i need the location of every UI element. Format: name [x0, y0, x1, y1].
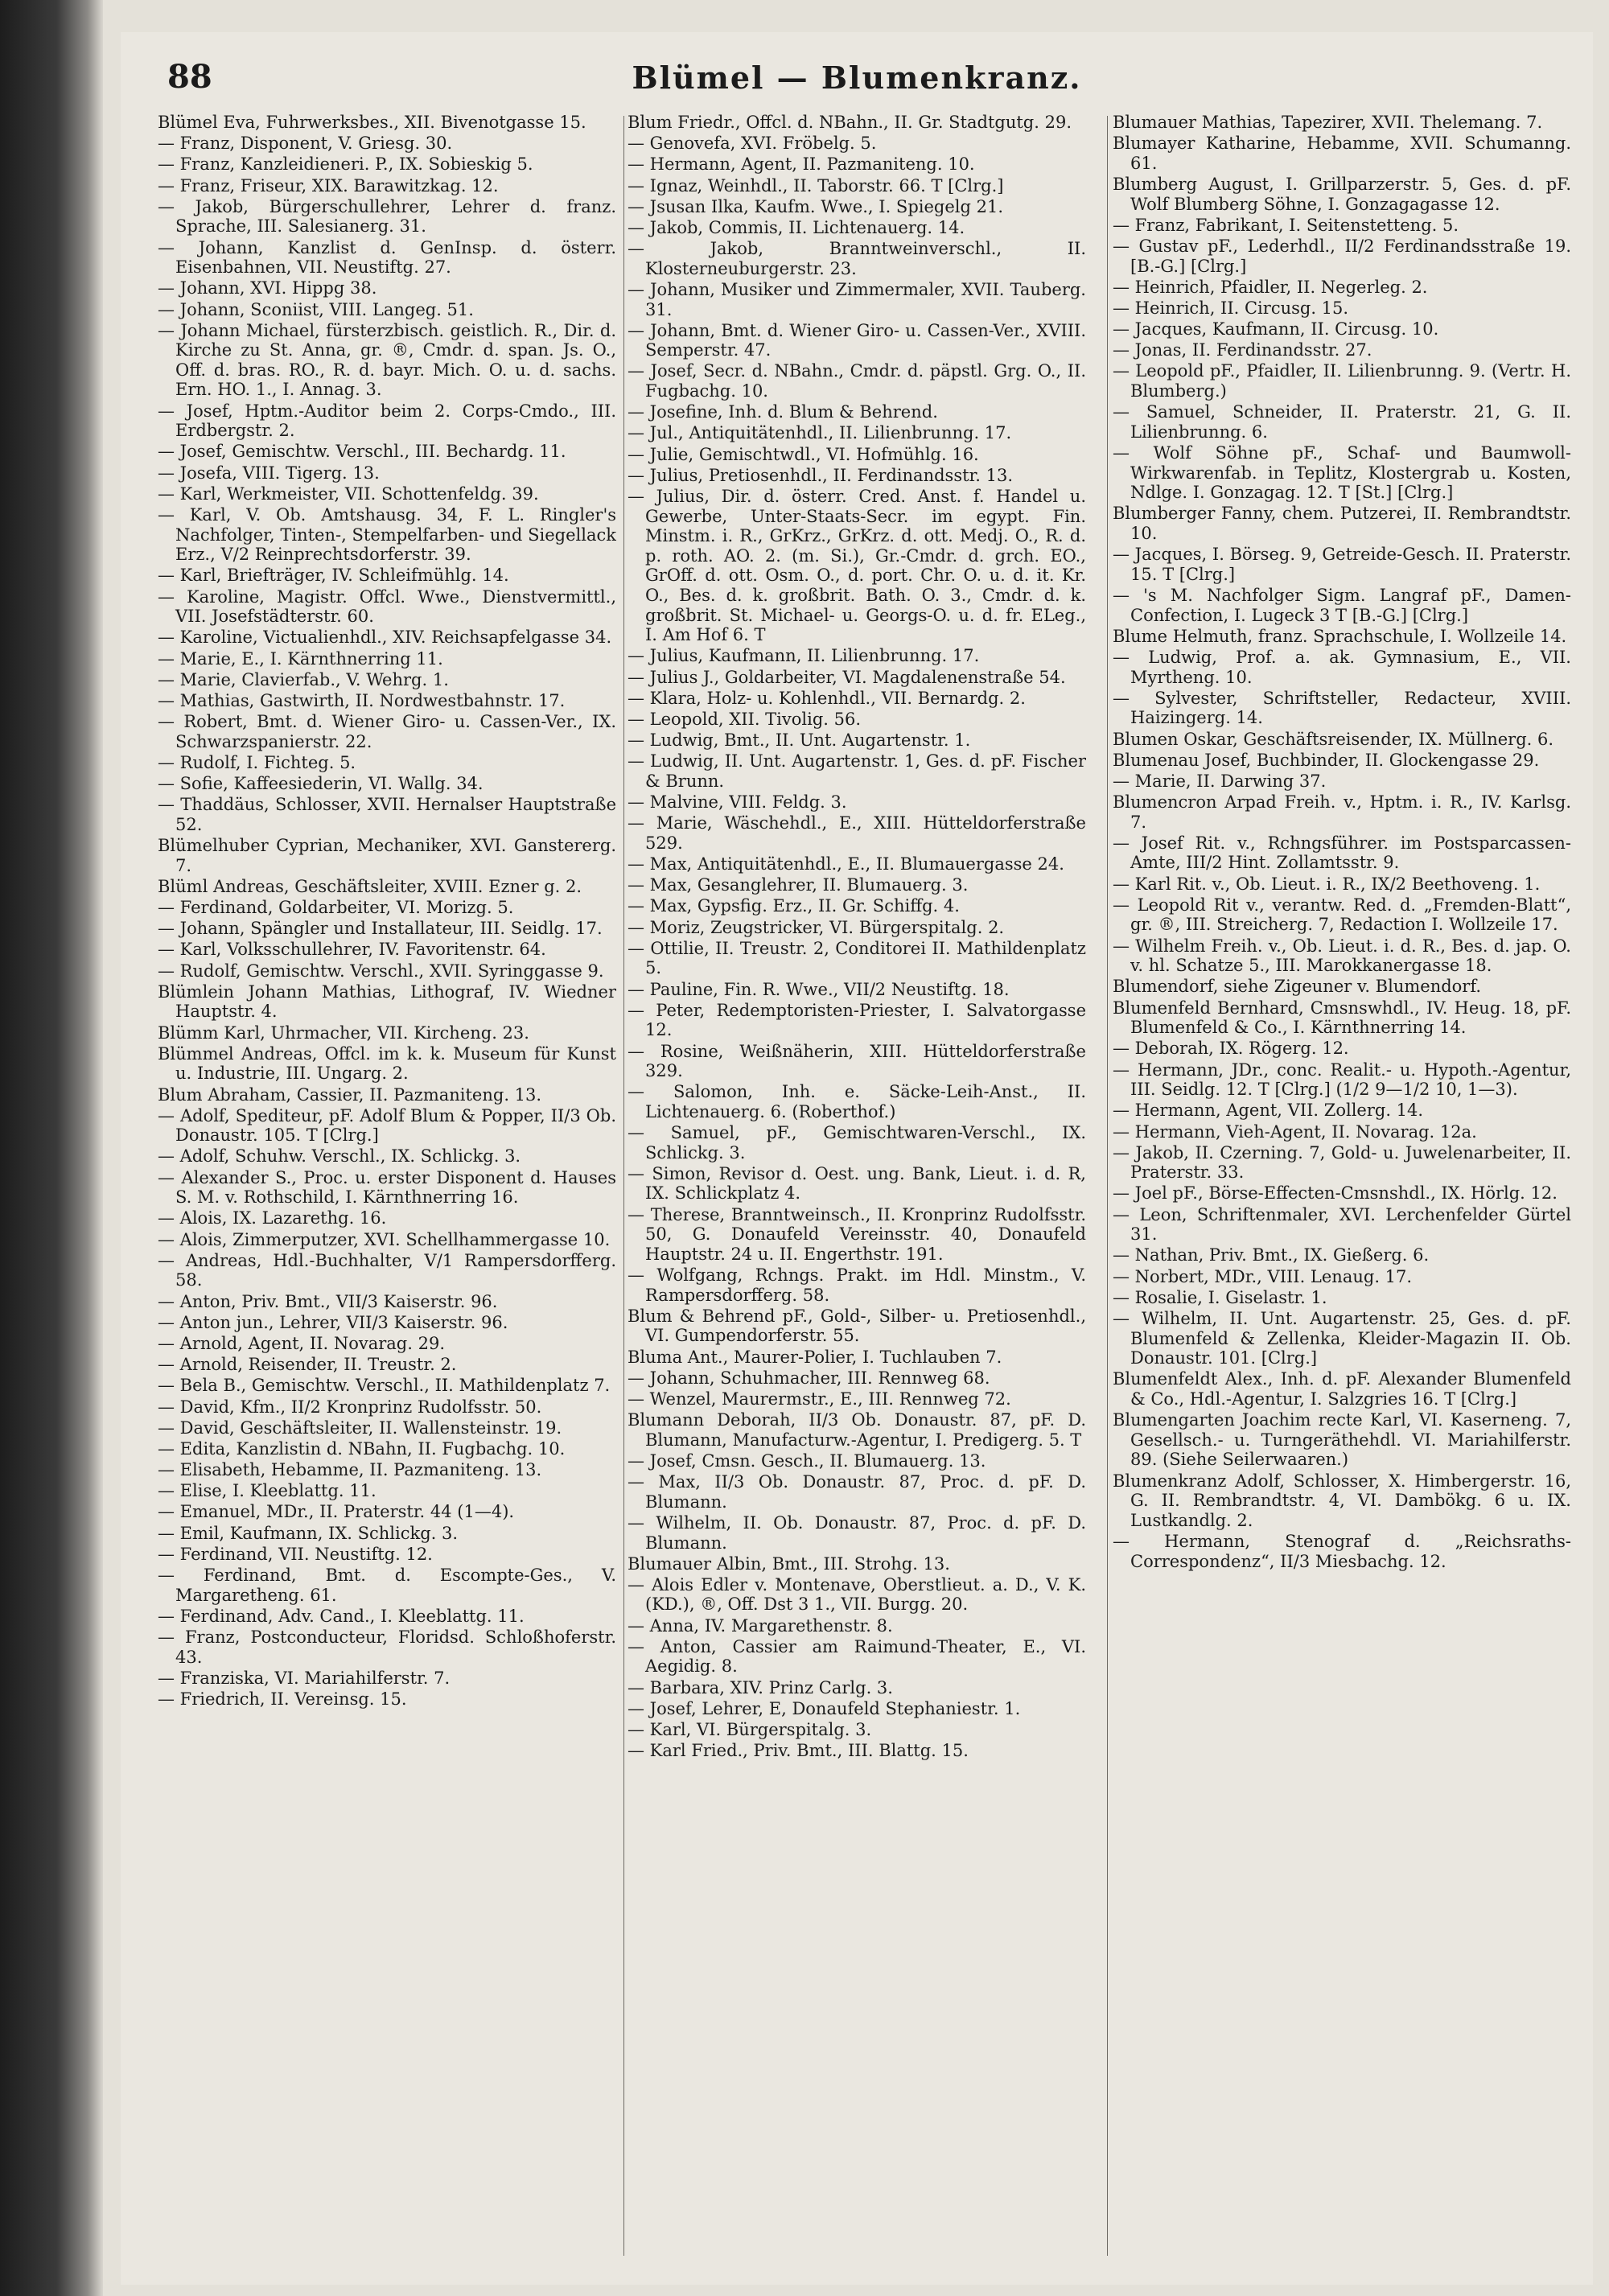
- directory-entry: — Salomon, Inh. e. Säcke-Leih-Anst., II. Lichtenauerg. 6. (Roberthof.): [628, 1082, 1086, 1121]
- book-gutter-shadow: [0, 0, 103, 2296]
- directory-entry: — Max, Antiquitätenhdl., E., II. Blumauergasse 24.: [628, 854, 1064, 874]
- directory-entry: — Julius J., Goldarbeiter, VI. Magdalenenstraße 54.: [628, 667, 1066, 687]
- directory-entry: — Alois, IX. Lazarethg. 16.: [158, 1208, 387, 1228]
- directory-entry: Blüml Andreas, Geschäftsleiter, XVIII. Ezner g. 2.: [158, 876, 582, 896]
- directory-entry: — Marie, E., I. Kärnthnerring 11.: [158, 648, 443, 669]
- directory-entry: — Leopold, XII. Tivolig. 56.: [628, 709, 862, 729]
- directory-entry: — Samuel, pF., Gemischtwaren-Verschl., IX. Schlickg. 3.: [628, 1123, 1086, 1162]
- column-1: [158, 113, 616, 2269]
- directory-entry: — Elise, I. Kleeblattg. 11.: [158, 1481, 377, 1501]
- directory-entry: — Wilhelm, II. Ob. Donaustr. 87, Proc. d. pF. D. Blumann.: [628, 1512, 1086, 1553]
- directory-entry: — Emil, Kaufmann, IX. Schlickg. 3.: [158, 1523, 459, 1543]
- directory-entry: — Leon, Schriftenmaler, XVI. Lerchenfelder Gürtel 31.: [1113, 1204, 1571, 1245]
- directory-entry: — Johann, Sconiist, VIII. Langeg. 51.: [158, 299, 474, 319]
- directory-entry: — Friedrich, II. Vereinsg. 15.: [158, 1689, 407, 1709]
- directory-entry: — Julie, Gemischtwdl., VI. Hofmühlg. 16.: [628, 444, 979, 464]
- directory-entry: — Therese, Branntweinsch., II. Kronprinz Rudolfsstr. 50, G. Donaufeld Vereinsstr. 40, Donaufeld Hauptstr. 24 u. II. Engerthstr. 191.: [628, 1204, 1086, 1264]
- directory-entry: — Rosine, Weißnäherin, XIII. Hütteldorferstraße 329.: [628, 1041, 1086, 1081]
- directory-entry: — Josef, Secr. d. NBahn., Cmdr. d. päpstl. Grg. O., II. Fugbachg. 10.: [628, 361, 1086, 401]
- directory-entry: — Karl, VI. Bürgerspitalg. 3.: [628, 1720, 872, 1739]
- directory-entry: — Andreas, Hdl.-Buchhalter, V/1 Rampersdorfferg. 58.: [158, 1250, 616, 1290]
- directory-entry: — Wilhelm, II. Unt. Augartenstr. 25, Ges. d. pF. Blumenfeld & Zellenka, Kleider-Magazin II. Ob. Donaustr. 101. [Clrg.]: [1113, 1309, 1571, 1368]
- directory-entry: — Ludwig, Bmt., II. Unt. Augartenstr. 1.: [628, 730, 971, 751]
- directory-entry: Blumendorf, siehe Zigeuner v. Blumendorf.: [1113, 977, 1482, 997]
- directory-entry: Blümelhuber Cyprian, Mechaniker, XVI. Ganstererg. 7.: [158, 836, 616, 875]
- page-number: 88: [167, 58, 212, 96]
- directory-entry: — Hermann, Vieh-Agent, II. Novarag. 12a.: [1113, 1121, 1477, 1142]
- directory-entry: — Franz, Postconducteur, Floridsd. Schloßhoferstr. 43.: [158, 1627, 616, 1667]
- directory-entry: Bluma Ant., Maurer-Polier, I. Tuchlauben 7.: [628, 1347, 1002, 1367]
- column-divider: [1107, 116, 1108, 2256]
- directory-entry: — Karl, Volksschullehrer, IV. Favoritenstr. 64.: [158, 940, 546, 960]
- directory-entry: Blümlein Johann Mathias, Lithograf, IV. Wiedner Hauptstr. 4.: [158, 981, 616, 1022]
- directory-entry: — Max, Gesanglehrer, II. Blumauerg. 3.: [628, 875, 969, 895]
- directory-entry: Blumenfeldt Alex., Inh. d. pF. Alexander Blumenfeld & Co., Hdl.-Agentur, I. Salzgries 16. T [Clrg.]: [1113, 1369, 1571, 1409]
- directory-entry: — Jacques, Kaufmann, II. Circusg. 10.: [1113, 319, 1439, 339]
- directory-entry: — Johann, Bmt. d. Wiener Giro- u. Cassen-Ver., XVIII. Semperstr. 47.: [628, 320, 1086, 360]
- directory-entry: — Franziska, VI. Mariahilferstr. 7.: [158, 1668, 451, 1688]
- directory-entry: — Simon, Revisor d. Oest. ung. Bank, Lieut. i. d. R, IX. Schlickplatz 4.: [628, 1163, 1086, 1204]
- directory-entry: Blum Abraham, Cassier, II. Pazmaniteng. 13.: [158, 1084, 542, 1105]
- directory-entry: — Mathias, Gastwirth, II. Nordwestbahnstr. 17.: [158, 690, 566, 710]
- directory-entry: — Samuel, Schneider, II. Praterstr. 21, G. II. Lilienbrunng. 6.: [1113, 402, 1571, 442]
- directory-entry: — Karl, Briefträger, IV. Schleifmühlg. 14.: [158, 566, 509, 586]
- directory-entry: — Sylvester, Schriftsteller, Redacteur, XVIII. Haizingerg. 14.: [1113, 688, 1571, 728]
- running-title: Blümel — Blumenkranz.: [632, 60, 1082, 96]
- directory-entry: — Julius, Dir. d. österr. Cred. Anst. f. Handel u. Gewerbe, Unter-Staats-Secr. im egypt. Fin. Minstm. i. R., GrKrz., GrKrz. d. ott. Medj. O., R. d. p. roth. AO. 2. (m. Si.), Gr.-Cmdr. d. grch. EO., GrOff. d. ott. Osm. O., d. port. Chr. O. u. d. it. Kr. O., Bes. d. k. großbrit. Bath. O. 3., Cmdr. d. k. großbrit. St. Michael- u. Georgs-O. u. d. fr. ELeg., I. Am Hof 6. T: [628, 487, 1086, 645]
- directory-entry: — Rudolf, I. Fichteg. 5.: [158, 752, 356, 772]
- directory-entry: — 's M. Nachfolger Sigm. Langraf pF., Damen-Confection, I. Lugeck 3 T [B.-G.] [Clrg.]: [1113, 585, 1571, 625]
- directory-entry: — Ottilie, II. Treustr. 2, Conditorei II. Mathildenplatz 5.: [628, 938, 1086, 978]
- directory-entry: — Franz, Friseur, XIX. Barawitzkag. 12.: [158, 175, 499, 195]
- directory-entry: — Genovefa, XVI. Fröbelg. 5.: [628, 134, 877, 154]
- directory-entry: — Wolf Söhne pF., Schaf- und Baumwoll-Wirkwarenfab. in Teplitz, Klostergrab u. Kosten, Ndlge. I. Gonzagag. 12. T [St.] [Clrg.]: [1113, 443, 1571, 503]
- directory-entry: — Gustav pF., Lederhdl., II/2 Ferdinandsstraße 19. [B.-G.] [Clrg.]: [1113, 236, 1571, 276]
- directory-entry: — Robert, Bmt. d. Wiener Giro- u. Cassen-Ver., IX. Schwarzspanierstr. 22.: [158, 712, 616, 751]
- directory-entry: — Josef Rit. v., Rchngsführer. im Postsparcassen-Amte, III/2 Hint. Zollamtsstr. 9.: [1113, 833, 1571, 873]
- directory-entry: — Josef, Gemischtw. Verschl., III. Bechardg. 11.: [158, 442, 566, 462]
- directory-entry: — Johann, XVI. Hippg 38.: [158, 278, 377, 298]
- directory-entry: Blümm Karl, Uhrmacher, VII. Kircheng. 23.: [158, 1023, 529, 1043]
- directory-entry: — Josef, Lehrer, E, Donaufeld Stephaniestr. 1.: [628, 1698, 1021, 1718]
- directory-entry: — Julius, Kaufmann, II. Lilienbrunng. 17.: [628, 646, 980, 666]
- directory-entry: — Hermann, Agent, II. Pazmaniteng. 10.: [628, 154, 975, 175]
- directory-entry: Blumauer Mathias, Tapezirer, XVII. Thelemang. 7.: [1113, 113, 1543, 132]
- directory-entry: — Karl Rit. v., Ob. Lieut. i. R., IX/2 Beethoveng. 1.: [1113, 874, 1541, 894]
- directory-entry: — Emanuel, MDr., II. Praterstr. 44 (1—4).: [158, 1502, 515, 1522]
- directory-entry: — Ludwig, Prof. a. ak. Gymnasium, E., VII. Myrtheng. 10.: [1113, 647, 1571, 687]
- directory-entry: — Marie, II. Darwing 37.: [1113, 771, 1327, 791]
- directory-entry: Blumen Oskar, Geschäftsreisender, IX. Müllnerg. 6.: [1113, 729, 1554, 749]
- directory-entry: — Hermann, Stenograf d. „Reichsraths-Correspondenz“, II/3 Miesbachg. 12.: [1113, 1531, 1571, 1571]
- directory-entry: Blumberg August, I. Grillparzerstr. 5, Ges. d. pF. Wolf Blumberg Söhne, I. Gonzagagasse 12.: [1113, 174, 1571, 214]
- directory-entry: — Arnold, Reisender, II. Treustr. 2.: [158, 1355, 457, 1375]
- directory-entry: Blum Friedr., Offcl. d. NBahn., II. Gr. Stadtgutg. 29.: [628, 113, 1072, 132]
- directory-entry: — Rosalie, I. Giselastr. 1.: [1113, 1287, 1327, 1307]
- directory-entry: — Johann Michael, fürsterzbisch. geistlich. R., Dir. d. Kirche zu St. Anna, gr. ®, Cmdr. d. span. Js. O., Off. d. bras. RO., R. d. bayr. Mich. O. u. d. sachs. Ern. HO. 1., I. Annag. 3.: [158, 320, 616, 400]
- directory-entry: — Pauline, Fin. R. Wwe., VII/2 Neustiftg. 18.: [628, 979, 1010, 999]
- directory-entry: — Adolf, Schuhw. Verschl., IX. Schlickg. 3.: [158, 1146, 521, 1167]
- directory-entry: — Anton, Priv. Bmt., VII/3 Kaiserstr. 96.: [158, 1291, 498, 1311]
- directory-entry: — Anton jun., Lehrer, VII/3 Kaiserstr. 96.: [158, 1312, 508, 1332]
- directory-entry: — Ferdinand, Bmt. d. Escompte-Ges., V. Margaretheng. 61.: [158, 1566, 616, 1605]
- directory-entry: — Rudolf, Gemischtw. Verschl., XVII. Syringgasse 9.: [158, 961, 604, 981]
- directory-entry: — Johann, Musiker und Zimmermaler, XVII. Tauberg. 31.: [628, 279, 1086, 319]
- directory-entry: — Anton, Cassier am Raimund-Theater, E., VI. Aegidig. 8.: [628, 1636, 1086, 1677]
- directory-entry: — Josefine, Inh. d. Blum & Behrend.: [628, 402, 938, 422]
- directory-entry: Blümmel Andreas, Offcl. im k. k. Museum für Kunst u. Industrie, III. Ungarg. 2.: [158, 1043, 616, 1084]
- directory-entry: — Arnold, Agent, II. Novarag. 29.: [158, 1333, 445, 1353]
- directory-entry: — Ferdinand, Goldarbeiter, VI. Morizg. 5.: [158, 898, 514, 917]
- directory-entry: — Jakob, Commis, II. Lichtenauerg. 14.: [628, 217, 965, 237]
- directory-entry: — Alois, Zimmerputzer, XVI. Schellhammergasse 10.: [158, 1229, 611, 1249]
- directory-entry: — Nathan, Priv. Bmt., IX. Gießerg. 6.: [1113, 1245, 1430, 1265]
- column-divider: [623, 116, 624, 2256]
- directory-entry: — Hermann, JDr., conc. Realit.- u. Hypoth.-Agentur, III. Seidlg. 12. T [Clrg.] (1/2 9—1/2 10, 1—3).: [1113, 1060, 1571, 1100]
- directory-entry: — Malvine, VIII. Feldg. 3.: [628, 792, 847, 813]
- directory-entry: — Max, II/3 Ob. Donaustr. 87, Proc. d. pF. D. Blumann.: [628, 1472, 1086, 1512]
- directory-entry: — Johann, Schuhmacher, III. Rennweg 68.: [628, 1368, 990, 1388]
- directory-entry: Blumenfeld Bernhard, Cmsnswhdl., IV. Heug. 18, pF. Blumenfeld & Co., I. Kärnthnerring 14.: [1113, 998, 1571, 1038]
- directory-entry: — Johann, Spängler und Installateur, III. Seidlg. 17.: [158, 919, 603, 939]
- directory-entry: — Marie, Clavierfab., V. Wehrg. 1.: [158, 669, 449, 689]
- directory-entry: — Jakob, II. Czerning. 7, Gold- u. Juwelenarbeiter, II. Praterstr. 33.: [1113, 1142, 1571, 1183]
- directory-entry: — Karl, V. Ob. Amtshausg. 34, F. L. Ringler's Nachfolger, Tinten-, Stempelfarben- und Siegellack Erz., V/2 Reinprechtsdorferstr. 39.: [158, 505, 616, 565]
- directory-entry: — Jakob, Branntweinverschl., II. Klosterneuburgerstr. 23.: [628, 239, 1086, 278]
- directory-entry: — Franz, Disponent, V. Griesg. 30.: [158, 134, 453, 154]
- directory-entry: Blumann Deborah, II/3 Ob. Donaustr. 87, pF. D. Blumann, Manufacturw.-Agentur, I. Predigerg. 5. T: [628, 1410, 1086, 1450]
- directory-entry: — Jul., Antiquitätenhdl., II. Lilienbrunng. 17.: [628, 423, 1012, 443]
- directory-entry: — Alois Edler v. Montenave, Oberstlieut. a. D., V. K. (KD.), ®, Off. Dst 3 1., VII. Burgg. 20.: [628, 1574, 1086, 1615]
- directory-entry: — Karl Fried., Priv. Bmt., III. Blattg. 15.: [628, 1741, 969, 1761]
- directory-entry: Blümel Eva, Fuhrwerksbes., XII. Bivenotgasse 15.: [158, 113, 586, 132]
- directory-entry: — Alexander S., Proc. u. erster Disponent d. Hauses S. M. v. Rothschild, I. Kärnthnerring 16.: [158, 1167, 616, 1208]
- directory-entry: — Wenzel, Maurermstr., E., III. Rennweg 72.: [628, 1389, 1011, 1409]
- directory-entry: — Moriz, Zeugstricker, VI. Bürgerspitalg. 2.: [628, 917, 1005, 937]
- directory-entry: — Klara, Holz- u. Kohlenhdl., VII. Bernardg. 2.: [628, 688, 1026, 708]
- directory-entry: — Karl, Werkmeister, VII. Schottenfeldg. 39.: [158, 483, 539, 504]
- directory-entry: — Ignaz, Weinhdl., II. Taborstr. 66. T [Clrg.]: [628, 175, 1004, 195]
- directory-entry: — Franz, Fabrikant, I. Seitenstetteng. 5.: [1113, 215, 1459, 235]
- directory-entry: — Jonas, II. Ferdinandsstr. 27.: [1113, 340, 1372, 360]
- directory-entry: — Elisabeth, Hebamme, II. Pazmaniteng. 13.: [158, 1460, 542, 1480]
- directory-entry: — Julius, Pretiosenhdl., II. Ferdinandsstr. 13.: [628, 465, 1014, 485]
- column-3: [1113, 113, 1571, 2269]
- directory-entry: — Max, Gypsfig. Erz., II. Gr. Schiffg. 4.: [628, 896, 960, 916]
- directory-entry: — Deborah, IX. Rögerg. 12.: [1113, 1039, 1349, 1059]
- directory-entry: — Ferdinand, Adv. Cand., I. Kleeblattg. 11.: [158, 1606, 525, 1626]
- directory-entry: — Josefa, VIII. Tigerg. 13.: [158, 463, 380, 483]
- directory-entry: — Josef, Hptm.-Auditor beim 2. Corps-Cmdo., III. Erdbergstr. 2.: [158, 401, 616, 441]
- directory-entry: — David, Geschäftsleiter, II. Wallensteinstr. 19.: [158, 1418, 562, 1438]
- directory-entry: — Peter, Redemptoristen-Priester, I. Salvatorgasse 12.: [628, 1000, 1086, 1040]
- directory-entry: — Johann, Kanzlist d. GenInsp. d. österr. Eisenbahnen, VII. Neustiftg. 27.: [158, 237, 616, 278]
- directory-entry: — Karoline, Victualienhdl., XIV. Reichsapfelgasse 34.: [158, 627, 612, 648]
- directory-entry: — Bela B., Gemischtw. Verschl., II. Mathildenplatz 7.: [158, 1376, 611, 1396]
- directory-entry: — Jsusan Ilka, Kaufm. Wwe., I. Spiegelg 21.: [628, 196, 1004, 216]
- directory-entry: — Heinrich, II. Circusg. 15.: [1113, 298, 1349, 318]
- directory-entry: — Leopold pF., Pfaidler, II. Lilienbrunng. 9. (Vertr. H. Blumberg.): [1113, 361, 1571, 401]
- directory-entry: — Anna, IV. Margarethenstr. 8.: [628, 1615, 893, 1636]
- directory-entry: — Josef, Cmsn. Gesch., II. Blumauerg. 13.: [628, 1450, 986, 1471]
- directory-entry: — Franz, Kanzleidieneri. P., IX. Sobieskig 5.: [158, 154, 533, 175]
- directory-entry: — David, Kfm., II/2 Kronprinz Rudolfsstr. 50.: [158, 1397, 542, 1417]
- directory-entry: Blumenkranz Adolf, Schlosser, X. Himbergerstr. 16, G. II. Rembrandtstr. 4, VI. Dambökg. 6 u. IX. Lustkandlg. 2.: [1113, 1471, 1571, 1530]
- directory-entry: — Wolfgang, Rchngs. Prakt. im Hdl. Minstm., V. Rampersdorfferg. 58.: [628, 1265, 1086, 1305]
- directory-entry: Blumayer Katharine, Hebamme, XVII. Schumanng. 61.: [1113, 134, 1571, 173]
- directory-entry: — Karoline, Magistr. Offcl. Wwe., Dienstvermittl., VII. Josefstädterstr. 60.: [158, 586, 616, 627]
- directory-entry: — Leopold Rit v., verantw. Red. d. „Fremden-Blatt“, gr. ®, III. Streicherg. 7, Redaction I. Wollzeile 17.: [1113, 895, 1571, 935]
- column-2: [628, 113, 1086, 2269]
- directory-entry: — Thaddäus, Schlosser, XVII. Hernalser Hauptstraße 52.: [158, 795, 616, 834]
- directory-entry: Blumencron Arpad Freih. v., Hptm. i. R., IV. Karlsg. 7.: [1113, 792, 1571, 832]
- directory-entry: Blumauer Albin, Bmt., III. Strohg. 13.: [628, 1553, 950, 1574]
- directory-entry: — Edita, Kanzlistin d. NBahn, II. Fugbachg. 10.: [158, 1438, 566, 1459]
- directory-entry: — Hermann, Agent, VII. Zollerg. 14.: [1113, 1101, 1424, 1121]
- directory-entry: — Sofie, Kaffeesiederin, VI. Wallg. 34.: [158, 774, 484, 794]
- directory-entry: — Adolf, Spediteur, pF. Adolf Blum & Popper, II/3 Ob. Donaustr. 105. T [Clrg.]: [158, 1105, 616, 1146]
- directory-entry: — Joel pF., Börse-Effecten-Cmsnshdl., IX. Hörlg. 12.: [1113, 1183, 1558, 1204]
- directory-entry: — Jakob, Bürgerschullehrer, Lehrer d. franz. Sprache, III. Salesianerg. 31.: [158, 196, 616, 237]
- directory-page: [121, 32, 1593, 2285]
- directory-entry: Blumengarten Joachim recte Karl, VI. Kaserneng. 7, Gesellsch.- u. Turngeräthehdl. VI. Mariahilferstr. 89. (Siehe Seilerwaaren.): [1113, 1410, 1571, 1470]
- directory-entry: Blume Helmuth, franz. Sprachschule, I. Wollzeile 14.: [1113, 626, 1567, 646]
- directory-entry: Blumenau Josef, Buchbinder, II. Glockengasse 29.: [1113, 750, 1540, 770]
- directory-entry: — Ferdinand, VII. Neustiftg. 12.: [158, 1544, 433, 1564]
- directory-entry: — Marie, Wäschehdl., E., XIII. Hütteldorferstraße 529.: [628, 813, 1086, 853]
- directory-entry: — Norbert, MDr., VIII. Lenaug. 17.: [1113, 1266, 1413, 1286]
- directory-entry: — Barbara, XIV. Prinz Carlg. 3.: [628, 1677, 893, 1697]
- directory-entry: Blumberger Fanny, chem. Putzerei, II. Rembrandtstr. 10.: [1113, 504, 1571, 543]
- directory-entry: Blum & Behrend pF., Gold-, Silber- u. Pretiosenhdl., VI. Gumpendorferstr. 55.: [628, 1306, 1086, 1346]
- directory-entry: — Jacques, I. Börseg. 9, Getreide-Gesch. II. Praterstr. 15. T [Clrg.]: [1113, 545, 1571, 584]
- directory-entry: — Ludwig, II. Unt. Augartenstr. 1, Ges. d. pF. Fischer & Brunn.: [628, 751, 1086, 791]
- directory-entry: — Heinrich, Pfaidler, II. Negerleg. 2.: [1113, 277, 1428, 297]
- directory-entry: — Wilhelm Freih. v., Ob. Lieut. i. d. R., Bes. d. jap. O. v. hl. Schatze 5., III. Marokkanergasse 18.: [1113, 936, 1571, 976]
